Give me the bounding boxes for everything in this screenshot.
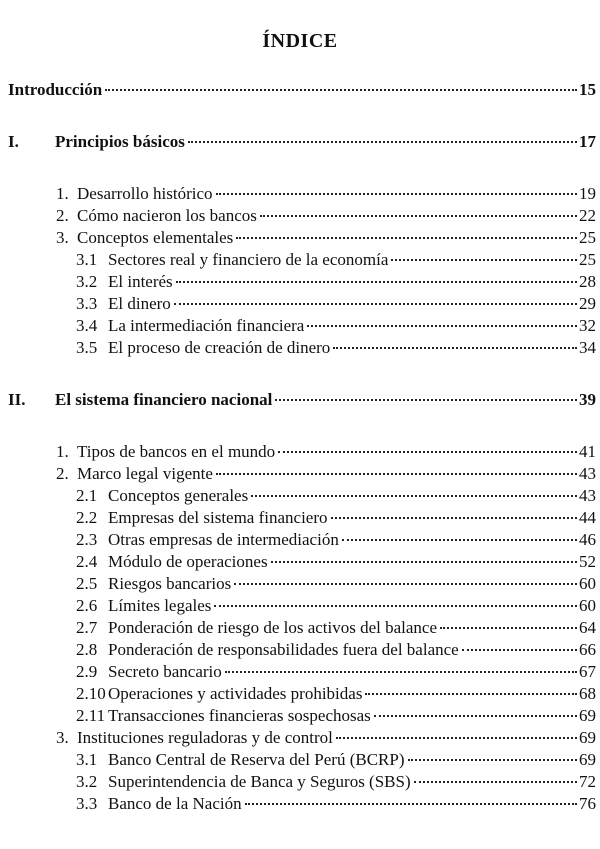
toc-entry-label: Sectores real y financiero de la economía — [108, 250, 389, 269]
toc-entry-number: 1. — [56, 184, 69, 203]
toc-entry-page: 28 — [579, 272, 596, 291]
toc-entry-label: El sistema financiero nacional — [55, 390, 273, 409]
toc-entry-page: 39 — [579, 390, 596, 409]
toc-entry-page: 69 — [579, 706, 596, 725]
toc-entry-label: Cómo nacieron los bancos — [77, 206, 257, 225]
dot-leader — [374, 699, 579, 721]
toc-entry-number: 3.4 — [76, 316, 98, 335]
toc-entry-number: 3.3 — [76, 794, 98, 813]
toc-entry-number: 2.8 — [76, 640, 98, 659]
toc-entry-number: 2.7 — [76, 618, 98, 637]
toc-entry-number: 2.9 — [76, 662, 98, 681]
toc-entry-number: 3. — [56, 228, 69, 247]
toc-entry-label: Empresas del sistema financiero — [108, 508, 328, 527]
toc-entry-number: 3. — [56, 728, 69, 747]
toc-entry-page: 25 — [579, 250, 596, 269]
dot-leader — [333, 331, 579, 353]
toc-entry-label: El interés — [108, 272, 173, 291]
toc-entry-page: 29 — [579, 294, 596, 313]
toc-entry-page: 17 — [579, 132, 596, 151]
toc-entry-number: 2.3 — [76, 530, 98, 549]
toc-entry-page: 22 — [579, 206, 596, 225]
dot-leader — [105, 73, 579, 95]
toc-entry-number: 1. — [56, 442, 69, 461]
toc-entry-number: 3.1 — [76, 250, 98, 269]
toc-entry-number: 2.10 — [76, 684, 106, 703]
toc-entry-page: 69 — [579, 728, 596, 747]
toc-entry-page: 52 — [579, 552, 596, 571]
dot-leader — [336, 721, 579, 743]
toc-entry-number: 3.2 — [76, 272, 98, 291]
dot-leader — [225, 655, 579, 677]
toc-entry-page: 66 — [579, 640, 596, 659]
toc-entry-page: 76 — [579, 794, 596, 813]
toc-entry-page: 72 — [579, 772, 596, 791]
toc-entry-number: I. — [8, 132, 19, 151]
toc-entry-page: 68 — [579, 684, 596, 703]
toc-entry-label: Instituciones reguladoras y de control — [77, 728, 333, 747]
dot-leader — [216, 457, 579, 479]
toc-entry-label: Banco Central de Reserva del Perú (BCRP) — [108, 750, 405, 769]
toc-entry-number: 3.2 — [76, 772, 98, 791]
toc-entry-number: 2.4 — [76, 552, 98, 571]
toc-entry-page: 44 — [579, 508, 596, 527]
toc-entry — [8, 73, 596, 101]
toc-entry-page: 64 — [579, 618, 596, 637]
toc-entry-number: 3.1 — [76, 750, 98, 769]
toc-entry-number: 2.11 — [76, 706, 106, 725]
toc-entry-label: El proceso de creación de dinero — [108, 338, 331, 357]
toc-entry — [8, 383, 596, 411]
dot-leader — [234, 567, 579, 589]
toc-entry-page: 34 — [579, 338, 596, 357]
page-title: ÍNDICE — [262, 30, 338, 52]
toc-entry-label: Secreto bancario — [108, 662, 222, 681]
dot-leader — [408, 743, 580, 765]
toc-entry-label: Conceptos elementales — [77, 228, 234, 247]
dot-leader — [188, 125, 579, 147]
dot-leader — [307, 309, 579, 331]
toc-entry-page: 43 — [579, 486, 596, 505]
toc-entry-page: 25 — [579, 228, 596, 247]
dot-leader — [462, 633, 579, 655]
toc-entry-page: 15 — [579, 80, 596, 99]
toc-entry-label: Ponderación de riesgo de los activos del balance — [108, 618, 438, 637]
toc-entry-label: La intermediación financiera — [108, 316, 305, 335]
toc-entry-page: 60 — [579, 574, 596, 593]
toc-entry-number: 2.2 — [76, 508, 98, 527]
dot-leader — [331, 501, 579, 523]
dot-leader — [245, 787, 579, 809]
dot-leader — [342, 523, 579, 545]
toc-entry-page: 69 — [579, 750, 596, 769]
dot-leader — [260, 199, 579, 221]
toc-entry-page: 67 — [579, 662, 596, 681]
toc-entry-label: Conceptos generales — [108, 486, 249, 505]
toc-entry-label: Módulo de operaciones — [108, 552, 268, 571]
dot-leader — [176, 265, 579, 287]
toc-entry-number: 3.5 — [76, 338, 98, 357]
toc-entry-page: 46 — [579, 530, 596, 549]
toc-entry-label: El dinero — [108, 294, 171, 313]
toc-entry-number: II. — [8, 390, 26, 409]
dot-leader — [236, 221, 579, 243]
toc-entry-label: Tipos de bancos en el mundo — [77, 442, 276, 461]
toc-entry-label: Otras empresas de intermediación — [108, 530, 339, 549]
toc-entry-label: Ponderación de responsabilidades fuera del balance — [108, 640, 459, 659]
toc-entry-page: 41 — [579, 442, 596, 461]
toc-entry-label: Introducción — [8, 80, 103, 99]
dot-leader — [365, 677, 579, 699]
toc-entry-number: 2.1 — [76, 486, 98, 505]
dot-leader — [214, 589, 579, 611]
toc-entry-label: Principios básicos — [55, 132, 185, 151]
dot-leader — [275, 383, 579, 405]
toc-entry-label: Desarrollo histórico — [77, 184, 213, 203]
toc-entry-number: 2.5 — [76, 574, 98, 593]
dot-leader — [440, 611, 579, 633]
toc-entry-number: 2. — [56, 464, 69, 483]
toc-entry-page: 60 — [579, 596, 596, 615]
toc-entry-page: 43 — [579, 464, 596, 483]
dot-leader — [278, 435, 579, 457]
toc-entry-label: Marco legal vigente — [77, 464, 213, 483]
dot-leader — [251, 479, 579, 501]
toc-entry-label: Banco de la Nación — [108, 794, 242, 813]
toc-entry-label: Superintendencia de Banca y Seguros (SBS) — [108, 772, 411, 791]
toc-entry-label: Operaciones y actividades prohibidas — [108, 684, 363, 703]
toc-entry-number: 2. — [56, 206, 69, 225]
dot-leader — [391, 243, 579, 265]
toc-entry — [76, 787, 596, 815]
toc-entry-label: Transacciones financieras sospechosas — [108, 706, 371, 725]
dot-leader — [414, 765, 579, 787]
toc-entry-label: Límites legales — [108, 596, 212, 615]
dot-leader — [216, 177, 580, 199]
toc-entry-number: 2.6 — [76, 596, 98, 615]
toc-entry-label: Riesgos bancarios — [108, 574, 232, 593]
toc-entry — [76, 331, 596, 359]
toc-entry — [8, 125, 596, 153]
toc-entry-page: 32 — [579, 316, 596, 335]
toc-entry-number: 3.3 — [76, 294, 98, 313]
dot-leader — [174, 287, 579, 309]
dot-leader — [271, 545, 579, 567]
toc-entry-page: 19 — [579, 184, 596, 203]
